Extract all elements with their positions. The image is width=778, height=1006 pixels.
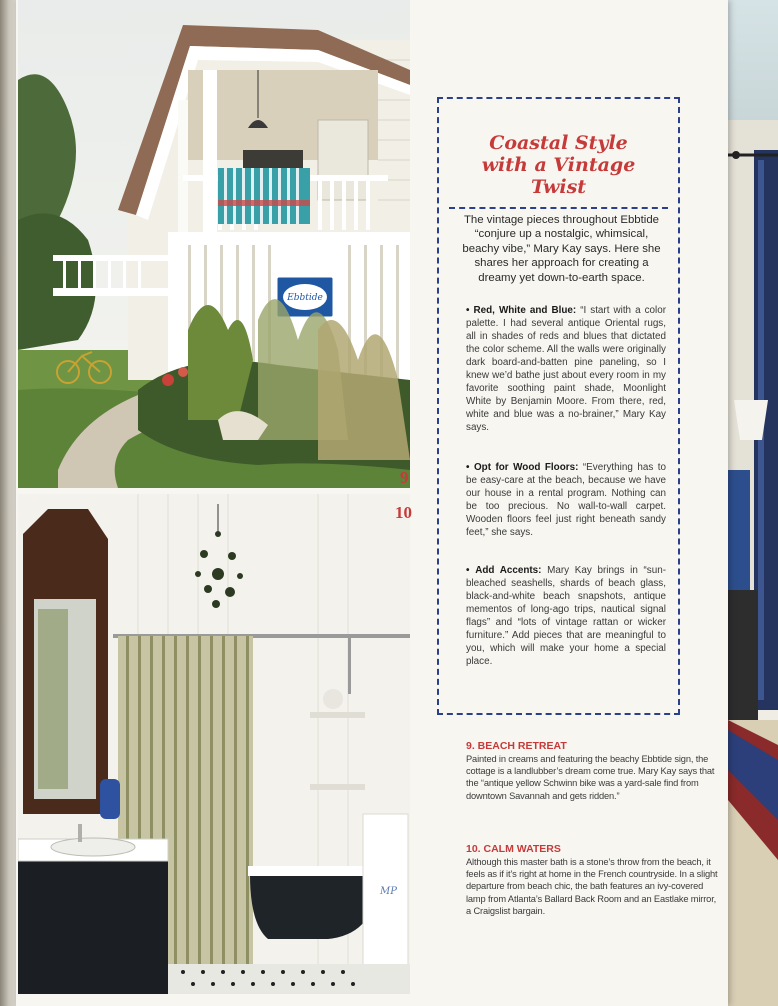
sidebar-title-line-1: Coastal Style (489, 132, 628, 154)
caption-calm-waters (466, 843, 721, 917)
photo-number-10: 10 (395, 503, 412, 522)
caption-heading: 10. CALM WATERS (466, 843, 561, 855)
tip-red-white-blue (466, 305, 666, 435)
tip-text: “Everything has to be easy-care at the beach, because we have our house in a rental program. Nothing can be too precious. No wall-to-wall carpet. Wooden floors feel just right beneath sandy feet,” she says. (466, 462, 667, 538)
tip-bullet: • (466, 565, 470, 576)
photo-calm-waters (18, 494, 410, 994)
tip-text: Mary Kay brings in “sun-bleached seashells, shards of beach glass, black-and-white beach snapshots, antique mementos of long-ago trips, nautical signal flags” and “lots of vintage rattan or wicker furniture.” Add pieces that are meaningful to you, which will make your home a special place. (466, 565, 667, 667)
photo-beach-retreat (18, 0, 410, 488)
sidebar-title (439, 132, 678, 198)
svg-text:MP: MP (380, 886, 397, 897)
tip-text: “I start with a color palette. I had several antique Oriental rugs, all in shades of reds and blues that dictated the color scheme. All the walls were originally dark board-and-batten pine paneling, so I knew we’d bathe just about every room in my favorite soothing paint shade, Moonlight White by Benjamin Moore. From there, red, white and blue was a no-brainer,” Mary Kay says. (466, 305, 667, 433)
tip-heading: Opt for Wood Floors: (473, 462, 579, 473)
tip-bullet: • (466, 462, 470, 473)
tip-add-accents (466, 565, 666, 669)
photo-number-9: 9 (400, 468, 409, 487)
sidebar-title-line-2: with a Vintage (481, 154, 636, 176)
adjacent-page-photo (728, 0, 778, 1006)
caption-beach-retreat (466, 740, 721, 802)
caption-heading: 9. BEACH RETREAT (466, 740, 567, 752)
caption-body: Although this master bath is a stone’s throw from the beach, it feels as if it’s right at home in the French countryside. In a slight departure from beach chic, the bath features an ivy-covered lamp from Atlanta’s Ballard Back Room and an Eastlake mirror, a Craigslist bargain. (466, 857, 718, 916)
tip-heading: Red, White and Blue: (473, 305, 577, 316)
adjacent-page-edge (728, 0, 778, 1006)
sidebar-title-line-3: Twist (530, 176, 587, 198)
sidebar-intro: The vintage pieces throughout Ebbtide “conjure up a nostalgic, whimsical, beachy vibe,” Mary Kay says. Here she shares her approach for creating a dreamy yet down-to-earth space. (462, 214, 661, 284)
tip-heading: Add Accents: (475, 565, 542, 576)
tip-wood-floors (466, 462, 666, 540)
tip-bullet: • (466, 305, 470, 316)
coastal-style-sidebar (437, 97, 680, 715)
caption-body: Painted in creams and featuring the beachy Ebbtide sign, the cottage is a landlubber’s dream come true. Mary Kay says that the “antique yellow Schwinn bike was a yard-sale find from downtown Savannah and gets ridden.” (466, 754, 715, 801)
ebbtide-sign-text: Ebbtide (287, 293, 323, 303)
sidebar-divider (449, 207, 668, 209)
